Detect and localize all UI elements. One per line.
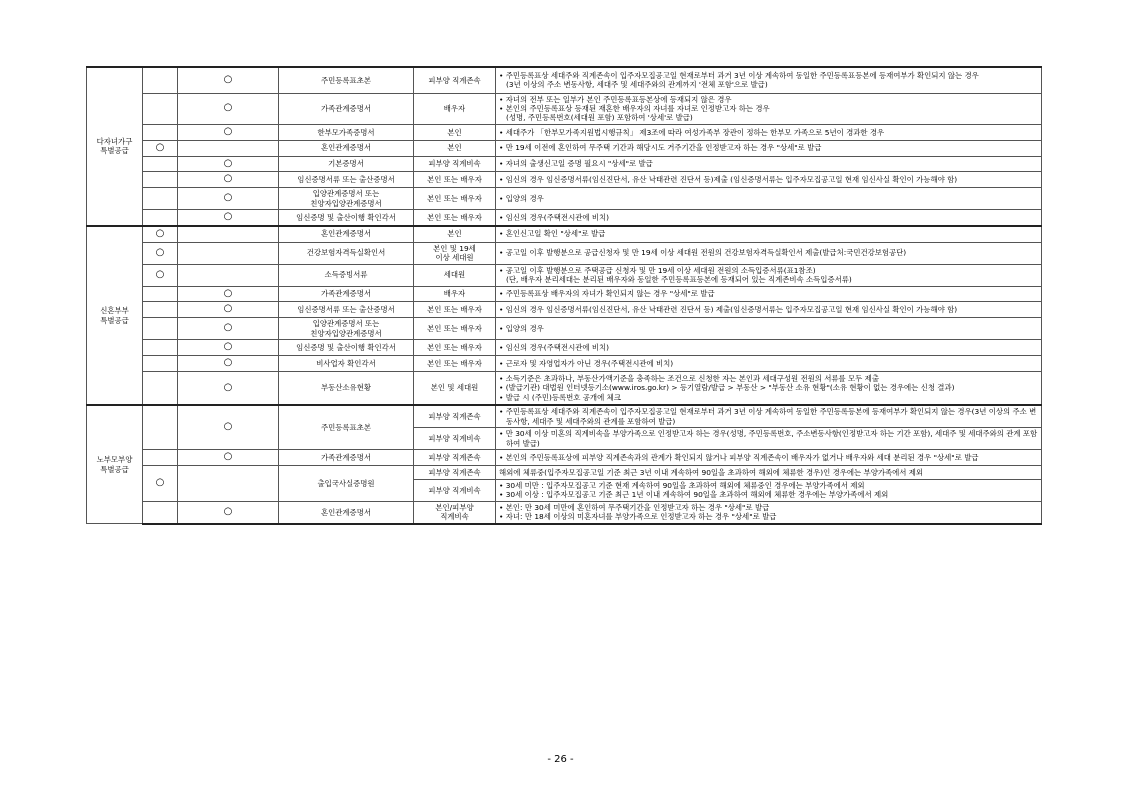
document-name (279, 156, 414, 172)
document-name-text: 임신증명 및 출산이행 확인각서 (296, 212, 396, 222)
check-mark: ○ (178, 405, 279, 449)
table-row (87, 67, 1042, 93)
table-row (87, 124, 1042, 140)
applicant-type (414, 226, 496, 242)
description-line: • 발급 시 (주민)등록번호 공개에 체크 (499, 393, 1038, 402)
document-description (496, 188, 1042, 210)
description-line: • 주민등록표상 세대주와 직계존속이 입주자모집공고일 현재로부터 과거 3년 이상 계속하여 동일한 주민등록등본에 등재여부가 확인되지 않는 경우(3년 이상의 주소 변동사항, 세대주 및 세대주와의 관계를 포함하여 발급) (499, 407, 1038, 426)
document-name (279, 210, 414, 226)
category-cell (87, 405, 143, 524)
document-name-text: 임신증명 및 출산이행 확인각서 (296, 342, 396, 352)
check-mark: ○ (178, 501, 279, 523)
applicant-type-text: 이상 세대원 (435, 253, 474, 263)
applicant-type-text: 피부양 직계존속 (428, 75, 481, 85)
document-name (279, 140, 414, 156)
applicant-type-text: 피부양 직계비속 (428, 159, 481, 169)
check-mark: ○ (143, 465, 178, 501)
document-description (496, 318, 1042, 340)
check-mark: ○ (178, 286, 279, 302)
description-line: • 입양의 경우 (499, 324, 1038, 333)
category-label: 특별공급 (100, 315, 129, 325)
description-line: (단, 배우자 분리세대는 분리된 배우자와 동일한 주민등록표등본에 등재되어 있는 직계존비속 소득입증서류) (506, 275, 852, 285)
document-name-text: 소득증빙서류 (324, 270, 368, 280)
document-description (496, 242, 1042, 264)
document-name-text: 출입국사실증명원 (317, 478, 375, 488)
applicant-type (414, 124, 496, 140)
applicant-type (414, 242, 496, 264)
document-name (279, 172, 414, 188)
document-description (496, 302, 1042, 318)
applicant-type (414, 340, 496, 356)
table-row (87, 93, 1042, 124)
applicant-type-text: 피부양 직계존속 (428, 411, 481, 421)
table-row (87, 450, 1042, 466)
description-line: • 임신의 경우 임신증명서류(임신진단서, 유산 낙태관련 진단서 등)제출 (임신증명서류는 입주자모집공고일 현재 임신사실 확인이 가능해야 함) (499, 175, 1038, 184)
document-description (496, 124, 1042, 140)
check-mark: ○ (178, 355, 279, 371)
applicant-type-text: 본인 또는 배우자 (427, 174, 482, 184)
applicant-type-text: 본인 및 19세 (433, 243, 476, 253)
document-name-text: 입양관계증명서 또는 (312, 319, 380, 329)
table-row (87, 465, 1042, 479)
check-column-2 (178, 264, 279, 286)
document-name-text: 혼인관계증명서 (321, 507, 371, 517)
description-line: • 30세 이상 : 입주자모집공고 기준 최근 1년 이내 계속하여 90일을 초과하여 해외에 체류한 경우에는 부양가족에서 제외 (499, 490, 1038, 499)
applicant-type-text: 본인 (447, 229, 462, 239)
applicant-type (414, 286, 496, 302)
check-mark: ○ (178, 318, 279, 340)
description-line: • 주민등록표상 배우자의 자녀가 확인되지 않는 경우 "상세"로 발급 (499, 289, 1038, 298)
category-label: 신혼부부 (100, 306, 129, 316)
table-row (87, 264, 1042, 286)
applicant-type (414, 371, 496, 405)
description-line: • 주민등록표상 세대주와 직계존속이 입주자모집공고일 현재로부터 과거 3년 이상 계속하여 동일한 주민등록표등본에 등재여부가 확인되지 않는 경우 (499, 71, 1038, 80)
document-name-text: 임신증명서류 또는 출산증명서 (297, 305, 395, 315)
applicant-type-text: 본인 (447, 127, 462, 137)
check-mark: ○ (143, 264, 178, 286)
description-line: • 공고일 이후 발행분으로 공급신청자 및 만 19세 이상 세대원 전원의 건강보험자격득실확인서 제출(발급처:국민건강보험공단) (499, 248, 1038, 257)
description-line: • 30세 미만 : 입주자모집공고 기준 현재 계속하여 90일을 초과하여 해외에 체류중인 경우에는 부양가족에서 제외 (499, 481, 1038, 490)
applicant-type-text: 피부양 직계비속 (428, 485, 481, 495)
check-mark: ○ (178, 124, 279, 140)
applicant-type-text: 피부양 직계존속 (428, 452, 481, 462)
document-name-text: 기본증명서 (328, 159, 364, 169)
applicant-type-text: 배우자 (443, 289, 466, 299)
document-description (496, 479, 1042, 501)
description-line: • 임신의 경우(주택전시관에 비치) (499, 213, 1038, 222)
check-mark: ○ (143, 242, 178, 264)
check-column-1 (143, 501, 178, 523)
document-name (279, 450, 414, 466)
table-row (87, 188, 1042, 210)
document-name (279, 355, 414, 371)
applicant-type (414, 210, 496, 226)
document-description (496, 355, 1042, 371)
document-name-text: 건강보험자격득실확인서 (306, 248, 386, 258)
check-mark: ○ (143, 140, 178, 156)
description-line: (3년 이상의 주소 변동사항, 세대주 및 세대주와의 관계까지 '전체 포함'으로 발급) (506, 80, 768, 90)
document-name (279, 286, 414, 302)
document-description (496, 226, 1042, 242)
description-line: • 공고일 이후 발행분으로 주택공급 신청자 및 만 19세 이상 세대원 전원의 소득입증서류(표1참조) (499, 266, 1038, 275)
applicant-type (414, 156, 496, 172)
applicant-type-text: 본인 및 세대원 (430, 383, 479, 393)
document-name-text: 혼인관계증명서 (321, 229, 371, 239)
description-line: • 본인의 주민등록표상에 피부양 직계존속과의 관계가 확인되지 않거나 피부양 직계존속이 배우자가 없거나 배우자와 세대 분리된 경우 "상세"로 발급 (499, 453, 1038, 462)
document-name (279, 318, 414, 340)
documents-table-body (87, 67, 1042, 524)
check-column-1 (143, 340, 178, 356)
table-row (87, 210, 1042, 226)
document-description (496, 93, 1042, 124)
description-line: • 자녀의 출생신고일 증명 필요시 "상세"로 발급 (499, 159, 1038, 168)
description-line: • 입양의 경우 (499, 194, 1038, 203)
check-column-2 (178, 226, 279, 242)
required-documents-table (86, 66, 1042, 525)
applicant-type-text: 직계비속 (440, 512, 469, 522)
check-column-1 (143, 355, 178, 371)
applicant-type (414, 93, 496, 124)
document-name-text: 혼인관계증명서 (321, 143, 371, 153)
document-description (496, 264, 1042, 286)
document-name-text: 주민등록표초본 (321, 422, 371, 432)
applicant-type-text: 본인 또는 배우자 (427, 342, 482, 352)
document-name-text: 임신증명서류 또는 출산증명서 (297, 174, 395, 184)
check-column-1 (143, 124, 178, 140)
category-label: 특별공급 (100, 146, 129, 156)
check-column-1 (143, 188, 178, 210)
applicant-type (414, 501, 496, 523)
document-name (279, 242, 414, 264)
check-mark: ○ (178, 188, 279, 210)
check-mark: ○ (178, 210, 279, 226)
check-column-1 (143, 302, 178, 318)
check-mark: ○ (178, 67, 279, 93)
description-line: • 자녀의 전부 또는 일부가 본인 주민등록표등본상에 등재되지 않은 경우 (499, 95, 1038, 104)
table-row (87, 318, 1042, 340)
table-row (87, 355, 1042, 371)
document-name-text: 한부모가족증명서 (317, 127, 375, 137)
table-row (87, 302, 1042, 318)
applicant-type (414, 405, 496, 427)
document-description (496, 210, 1042, 226)
table-row (87, 172, 1042, 188)
check-column-1 (143, 318, 178, 340)
check-column-1 (143, 286, 178, 302)
description-line: (성명, 주민등록번호(세대원 포함) 포함하여 '상세'로 발급) (506, 113, 693, 123)
check-column-1 (143, 371, 178, 405)
category-label: 노부모부양 (96, 455, 133, 465)
check-column-1 (143, 405, 178, 449)
category-cell (87, 67, 143, 226)
document-name (279, 371, 414, 405)
applicant-type-text: 배우자 (443, 103, 466, 113)
page-number: - 26 - (547, 754, 574, 765)
check-column-1 (143, 93, 178, 124)
applicant-type (414, 450, 496, 466)
check-mark: ○ (178, 450, 279, 466)
document-name (279, 405, 414, 449)
applicant-type-text: 본인 또는 배우자 (427, 358, 482, 368)
check-mark: ○ (143, 226, 178, 242)
document-name-text: 부동산소유현황 (321, 383, 371, 393)
applicant-type (414, 264, 496, 286)
document-description (496, 371, 1042, 405)
document-name (279, 264, 414, 286)
table-row (87, 371, 1042, 405)
document-name (279, 67, 414, 93)
document-name (279, 124, 414, 140)
check-column-1 (143, 156, 178, 172)
document-name (279, 340, 414, 356)
document-name-text: 가족관계증명서 (321, 452, 371, 462)
applicant-type-text: 본인 또는 배우자 (427, 305, 482, 315)
applicant-type (414, 302, 496, 318)
document-description (496, 405, 1042, 427)
check-mark: ○ (178, 340, 279, 356)
description-line: • 혼인신고일 확인 "상세"로 발급 (499, 229, 1038, 238)
description-line: • 세대주가 「한부모가족지원법시행규칙」 제3조에 따라 여성가족부 장관이 정하는 한부모 가족으로 5년이 경과한 경우 (499, 128, 1038, 137)
description-line: • 만 19세 이전에 혼인하여 무주택 기간과 해당시도 거주기간을 인정받고자 하는 경우 "상세"로 발급 (499, 143, 1038, 152)
applicant-type (414, 172, 496, 188)
document-name-text: 가족관계증명서 (321, 103, 371, 113)
description-line: • 본인의 주민등록표상 등재된 재혼한 배우자의 자녀를 자녀로 인정받고자 하는 경우 (499, 104, 1038, 113)
check-column-1 (143, 172, 178, 188)
applicant-type-text: 세대원 (443, 270, 466, 280)
document-name-text: 주민등록표초본 (321, 75, 371, 85)
applicant-type (414, 428, 496, 450)
table-row (87, 140, 1042, 156)
applicant-type-text: 피부양 직계존속 (428, 467, 481, 477)
document-name (279, 302, 414, 318)
document-name (279, 501, 414, 523)
applicant-type-text: 피부양 직계비속 (428, 433, 481, 443)
check-mark: ○ (178, 93, 279, 124)
description-line: 해외에 체류중(입주자모집공고일 기준 최근 3년 이내 계속하여 90일을 초과하여 해외에 체류한 경우)인 경우에는 부양가족에서 제외 (499, 467, 924, 477)
document-description (496, 450, 1042, 466)
description-line: • 근로자 및 자영업자가 아닌 경우(주택전시관에 비치) (499, 359, 1038, 368)
table-row (87, 405, 1042, 427)
check-mark: ○ (178, 156, 279, 172)
document-description (496, 501, 1042, 523)
table-row (87, 226, 1042, 242)
check-column-1 (143, 210, 178, 226)
description-line: • 임신의 경우(주택전시관에 비치) (499, 343, 1038, 352)
description-line: • 자녀: 만 18세 이상의 미혼자녀를 부양가족으로 인정받고자 하는 경우 "상세"로 발급 (499, 512, 1038, 521)
table-row (87, 340, 1042, 356)
document-name-text: 친양자입양관계증명서 (310, 198, 382, 208)
table-row (87, 286, 1042, 302)
category-label: 특별공급 (100, 464, 129, 474)
description-line: • 소득기준은 초과하나, 부동산가액기준을 충족하는 조건으로 신청한 자는 본인과 세대구성원 전원의 서류를 모두 제출 (499, 374, 1038, 383)
category-label: 다자녀가구 (96, 136, 133, 146)
description-line: • 만 30세 이상 미혼의 직계비속을 부양가족으로 인정받고자 하는 경우(성명, 주민등록번호, 주소변동사항(인정받고자 하는 기간 포함), 세대주 및 세대주와의 관계 포함하여 발급) (499, 429, 1038, 448)
description-line: • (발급기관) 대법원 인터넷등기소(www.iros.go.kr) > 등기열람/발급 > 부동산 > "부동산 소유 현황"(소유 현황이 없는 경우에는 신청 결과) (499, 383, 1038, 392)
document-name (279, 226, 414, 242)
check-column-2 (178, 465, 279, 501)
document-name (279, 93, 414, 124)
applicant-type (414, 67, 496, 93)
check-column-2 (178, 140, 279, 156)
document-description (496, 428, 1042, 450)
check-mark: ○ (178, 371, 279, 405)
applicant-type-text: 본인 또는 배우자 (427, 212, 482, 222)
document-description (496, 465, 1042, 479)
document-name-text: 친양자입양관계증명서 (310, 328, 382, 338)
check-column-1 (143, 450, 178, 466)
description-line: • 본인: 만 30세 미만에 혼인하여 무주택기간을 인정받고자 하는 경우 "상세"로 발급 (499, 503, 1038, 512)
description-line: • 임신의 경우 임신증명서류(임신진단서, 유산 낙태관련 진단서 등) 제출(임신증명서류는 입주자모집공고일 현재 임신사실 확인이 가능해야 함) (499, 305, 1038, 314)
table-row (87, 242, 1042, 264)
applicant-type (414, 140, 496, 156)
check-mark: ○ (178, 172, 279, 188)
document-description (496, 140, 1042, 156)
document-description (496, 172, 1042, 188)
table-row (87, 501, 1042, 523)
document-description (496, 340, 1042, 356)
document-name-text: 비사업자 확인각서 (316, 358, 376, 368)
applicant-type-text: 본인 또는 배우자 (427, 193, 482, 203)
applicant-type-text: 본인/피부양 (435, 502, 474, 512)
check-column-2 (178, 242, 279, 264)
document-description (496, 156, 1042, 172)
category-cell (87, 226, 143, 405)
document-name-text: 가족관계증명서 (321, 289, 371, 299)
document-name (279, 188, 414, 210)
applicant-type (414, 318, 496, 340)
check-column-1 (143, 67, 178, 93)
applicant-type-text: 본인 (447, 143, 462, 153)
applicant-type (414, 355, 496, 371)
document-description (496, 286, 1042, 302)
table-row (87, 156, 1042, 172)
applicant-type (414, 188, 496, 210)
applicant-type (414, 465, 496, 479)
document-name (279, 465, 414, 501)
applicant-type-text: 본인 또는 배우자 (427, 323, 482, 333)
document-name-text: 입양관계증명서 또는 (312, 189, 380, 199)
check-mark: ○ (178, 302, 279, 318)
document-description (496, 67, 1042, 93)
applicant-type (414, 479, 496, 501)
